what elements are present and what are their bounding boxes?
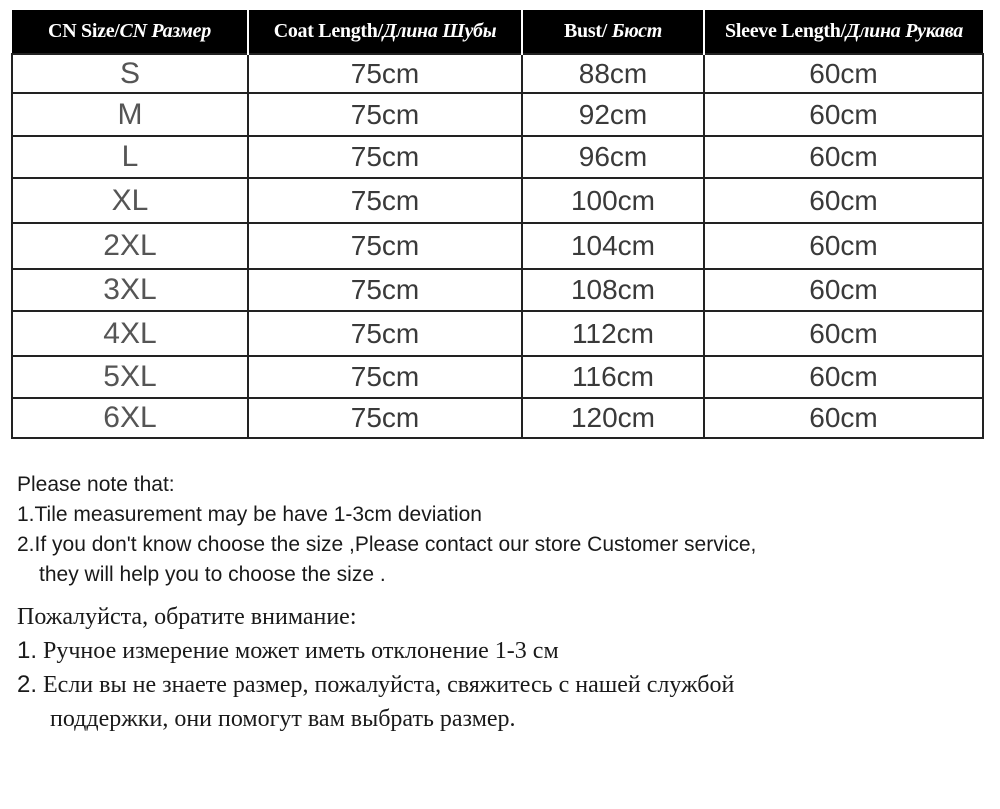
table-row: [12, 398, 983, 438]
cell-coat-length: 75cm: [248, 269, 522, 311]
table-row: [12, 223, 983, 269]
note-ru-item-2: 2. Если вы не знаете размер, пожалуйста, свяжитесь с нашей службой: [17, 671, 735, 698]
note-item-1: 1.Tile measurement may be have 1-3cm deviation: [17, 503, 482, 526]
cell-coat-length: 75cm: [248, 178, 522, 223]
cell-size: 6XL: [12, 398, 248, 438]
cell-bust: 108cm: [522, 269, 704, 311]
cell-size: 5XL: [12, 356, 248, 398]
notes-english: [17, 470, 756, 590]
cell-bust: 116cm: [522, 356, 704, 398]
cell-bust: 92cm: [522, 93, 704, 136]
cell-sleeve-length: 60cm: [704, 311, 983, 356]
table-header-row: [12, 10, 983, 54]
note-item-2: 2.If you don't know choose the size ,Please contact our store Customer service,: [17, 533, 757, 556]
note-ru-number: 1.: [17, 637, 38, 664]
table-row: [12, 269, 983, 311]
size-chart-table: [11, 10, 984, 439]
cell-sleeve-length: 60cm: [704, 93, 983, 136]
note-item-2-cont: they will help you to choose the size .: [39, 563, 386, 586]
cell-size: XL: [12, 178, 248, 223]
notes-intro: Please note that:: [17, 473, 175, 496]
cell-bust: 120cm: [522, 398, 704, 438]
cell-sleeve-length: 60cm: [704, 136, 983, 178]
table-row: [12, 178, 983, 223]
header-sleeve-length: Sleeve Length/Длина Рукава: [704, 10, 983, 54]
notes-russian: [17, 600, 734, 736]
table-row: [12, 311, 983, 356]
cell-bust: 88cm: [522, 54, 704, 93]
cell-sleeve-length: 60cm: [704, 54, 983, 93]
cell-coat-length: 75cm: [248, 93, 522, 136]
table-row: [12, 136, 983, 178]
header-size: CN Size/CN Размер: [12, 10, 248, 54]
cell-sleeve-length: 60cm: [704, 356, 983, 398]
cell-size: 3XL: [12, 269, 248, 311]
notes-ru-intro: Пожалуйста, обратите внимание:: [17, 604, 357, 630]
cell-size: L: [12, 136, 248, 178]
cell-coat-length: 75cm: [248, 54, 522, 93]
note-ru-item-2-cont: поддержки, они помогут вам выбрать размер.: [50, 706, 516, 732]
cell-bust: 100cm: [522, 178, 704, 223]
cell-coat-length: 75cm: [248, 356, 522, 398]
cell-size: 2XL: [12, 223, 248, 269]
cell-size: S: [12, 54, 248, 93]
cell-sleeve-length: 60cm: [704, 223, 983, 269]
cell-coat-length: 75cm: [248, 223, 522, 269]
note-ru-number: 2.: [17, 671, 38, 698]
header-coat-length: Coat Length/Длина Шубы: [248, 10, 522, 54]
table-row: [12, 93, 983, 136]
cell-sleeve-length: 60cm: [704, 398, 983, 438]
cell-size: M: [12, 93, 248, 136]
cell-sleeve-length: 60cm: [704, 269, 983, 311]
cell-coat-length: 75cm: [248, 398, 522, 438]
cell-bust: 112cm: [522, 311, 704, 356]
header-bust: Bust/ Бюст: [522, 10, 704, 54]
cell-coat-length: 75cm: [248, 311, 522, 356]
cell-coat-length: 75cm: [248, 136, 522, 178]
cell-sleeve-length: 60cm: [704, 178, 983, 223]
cell-size: 4XL: [12, 311, 248, 356]
table-row: [12, 356, 983, 398]
cell-bust: 104cm: [522, 223, 704, 269]
note-ru-item-1: 1. Ручное измерение может иметь отклонение 1-3 см: [17, 637, 559, 664]
table-row: [12, 54, 983, 93]
cell-bust: 96cm: [522, 136, 704, 178]
